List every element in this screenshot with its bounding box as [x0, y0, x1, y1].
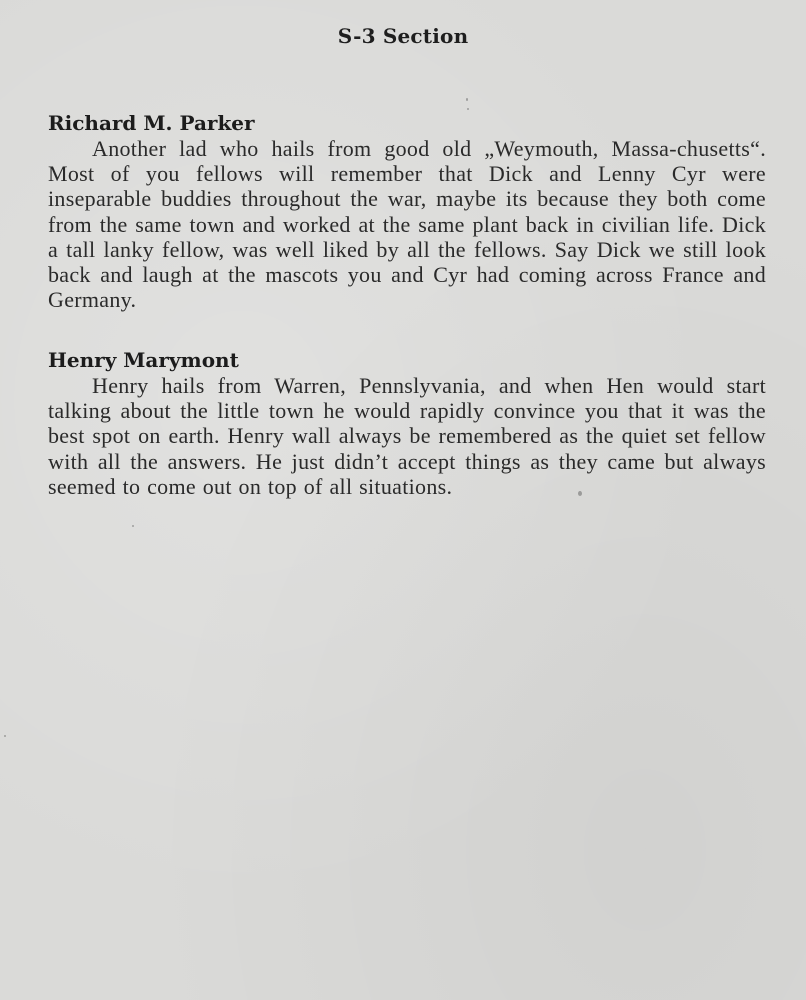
- paper-speck: [132, 525, 134, 527]
- entry-name: Richard M. Parker: [48, 111, 255, 135]
- paper-speck: [4, 735, 6, 737]
- entry-text: Henry hails from Warren, Pennslyvania, and when Hen would start talking about the little town he would rapidly convince you that it was the best spot on earth. Henry wall always be remembered as the quiet set fellow with all the answers. He just didn’t accept things as they came but always seemed to come out on top of all situations.: [48, 373, 766, 499]
- section-title: S-3 Section: [337, 24, 469, 48]
- entry-richard-parker: [48, 110, 766, 312]
- paper-speck: [466, 98, 468, 101]
- paper-speck: [467, 108, 469, 110]
- entry-henry-marymont: [48, 347, 766, 499]
- paper-speck: [578, 491, 582, 496]
- entry-name: Henry Marymont: [48, 348, 239, 372]
- entry-text: Another lad who hails from good old „Weymouth, Massa-chusetts“. Most of you fellows will remember that Dick and Lenny Cyr were inseparable buddies throughout the war, maybe its because they both come from the same town and worked at the same plant back in civilian life. Dick a tall lanky fellow, was well liked by all the fellows. Say Dick we still look back and laugh at the mascots you and Cyr had coming across France and Germany.: [48, 136, 766, 313]
